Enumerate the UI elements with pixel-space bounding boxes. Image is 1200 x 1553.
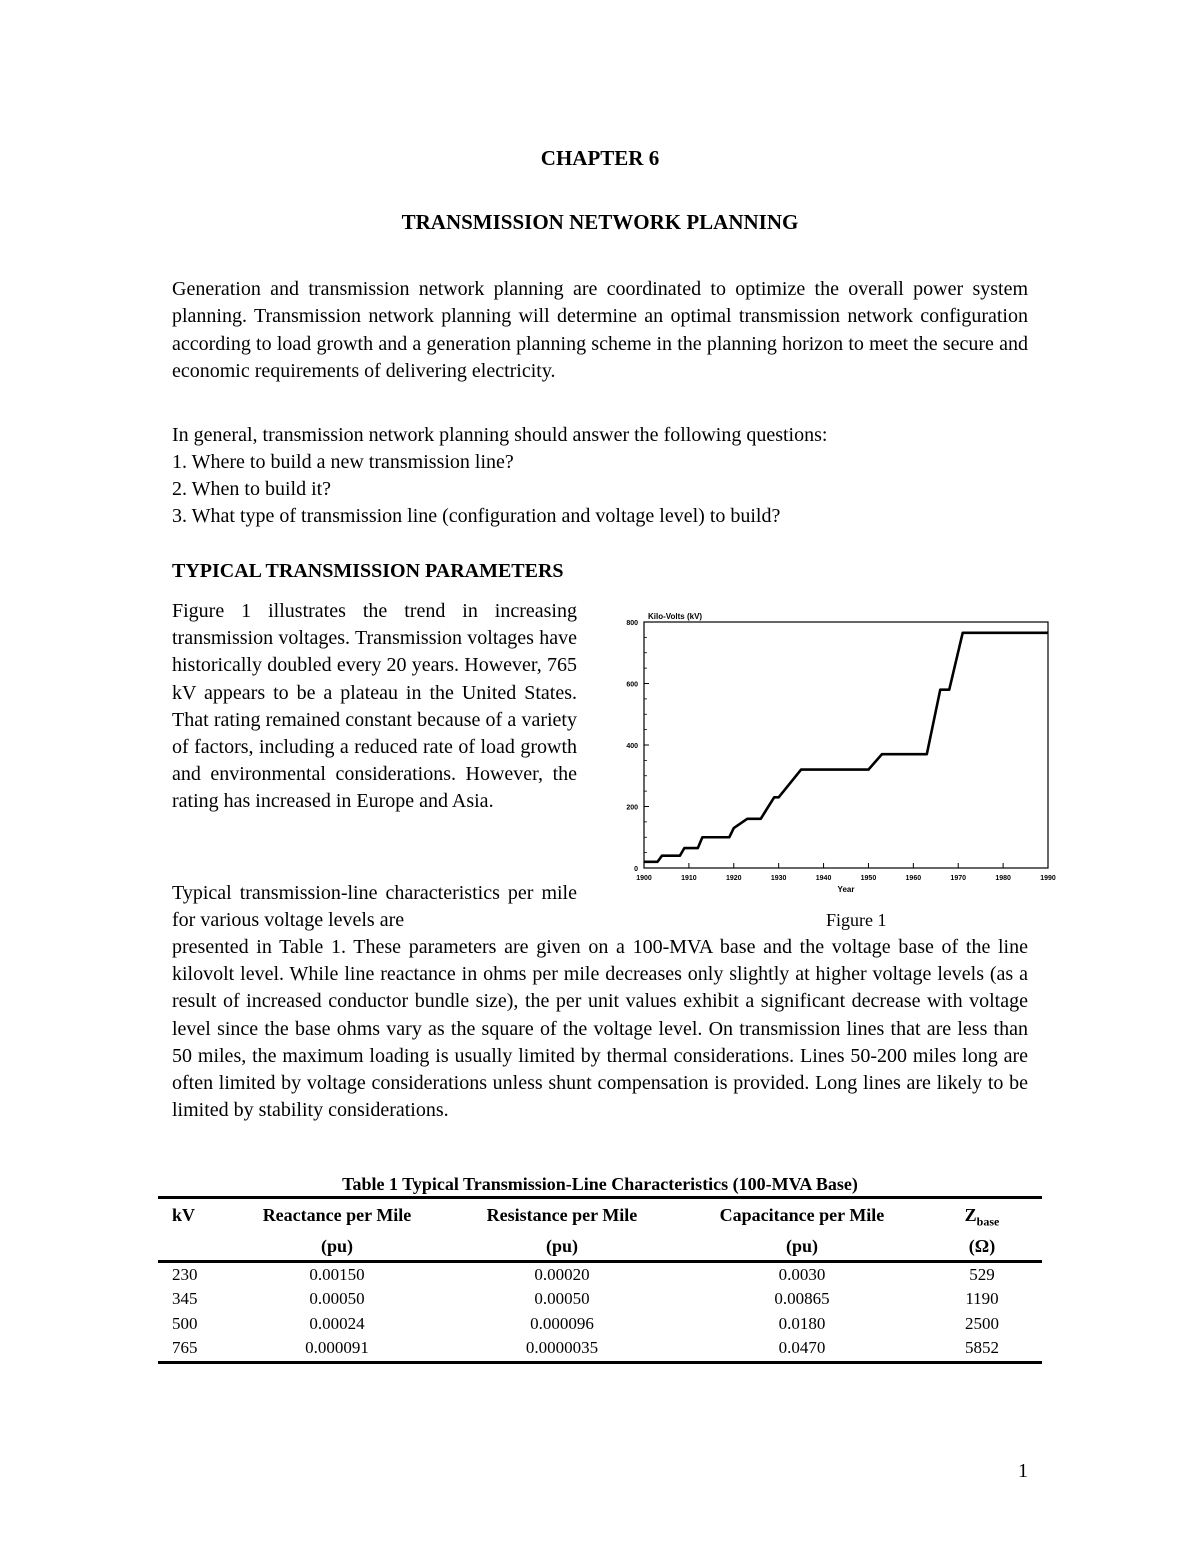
y-tick-label: 800 — [626, 620, 638, 627]
header-zbase-unit: (Ω) — [922, 1234, 1042, 1262]
header-zbase-sub: base — [976, 1214, 1000, 1229]
x-tick-label: 1940 — [815, 875, 832, 882]
cell-reactance: 0.00050 — [309, 1289, 365, 1309]
question-3: 3. What type of transmission line (configuration and voltage level) to build? — [172, 505, 781, 527]
cell-resistance: 0.0000035 — [442, 1336, 682, 1362]
x-tick-label: 1950 — [860, 875, 877, 882]
typical-text: Typical transmission-line characteristics per mile for various voltage levels are — [172, 882, 577, 932]
question-2: 2. When to build it? — [172, 478, 332, 500]
cell-capacitance: 0.0030 — [778, 1264, 826, 1284]
intro-text: Generation and transmission network planning are coordinated to optimize the overall power system planning. Transmission network planning will determine an optimal transmission network configuration according to load growth and a generation planning scheme in the planning horizon to meet the secure and economic requirements of delivering electricity. — [172, 278, 1028, 382]
y-tick-label: 0 — [634, 866, 638, 873]
x-tick-label: 1900 — [636, 875, 652, 882]
intro-paragraph — [172, 276, 1028, 385]
cell-reactance: 0.000091 — [232, 1336, 442, 1362]
question-1: 1. Where to build a new transmission line? — [172, 451, 514, 473]
x-tick-label: 1970 — [950, 875, 967, 882]
cell-resistance: 0.000096 — [530, 1313, 594, 1333]
header-resistance-unit: (pu) — [442, 1234, 682, 1262]
page-title: TRANSMISSION NETWORK PLANNING — [401, 210, 799, 234]
characteristics-table — [158, 1196, 1042, 1364]
x-tick-label: 1960 — [905, 875, 922, 882]
x-axis-label: Year — [837, 885, 855, 894]
x-tick-label: 1980 — [995, 875, 1011, 882]
cell-kv: 230 — [172, 1264, 198, 1284]
cell-capacitance: 0.0180 — [778, 1313, 826, 1333]
voltage-trend-chart — [600, 596, 1070, 906]
header-reactance-unit: (pu) — [232, 1234, 442, 1262]
header-kv-unit — [158, 1234, 232, 1262]
y-tick-label: 600 — [626, 681, 638, 689]
page-number: 1 — [1018, 1460, 1028, 1482]
figure-caption: Figure 1 — [826, 910, 887, 930]
table-caption: Table 1 Typical Transmission-Line Characteristics (100-MVA Base) — [342, 1174, 858, 1194]
table-header-row — [158, 1198, 1042, 1234]
figure-description: Figure 1 illustrates the trend in increasing transmission voltages. Transmission voltages have historically doubled every 20 years. However, 765 kV appears to be a plateau in the United States. That rating remained constant because of a variety of factors, including a reduced rate of load growth and environmental considerations. However, the rating has increased in Europe and Asia. — [172, 600, 577, 813]
chapter-label: CHAPTER 6 — [540, 146, 660, 170]
y-tick-label: 400 — [626, 743, 638, 750]
plot-frame — [644, 622, 1048, 868]
header-capacitance-unit: (pu) — [682, 1234, 922, 1262]
cell-resistance: 0.00050 — [534, 1289, 590, 1309]
cell-reactance: 0.00150 — [309, 1264, 365, 1284]
section-heading: TYPICAL TRANSMISSION PARAMETERS — [172, 560, 564, 582]
cell-zbase: 529 — [969, 1264, 995, 1284]
x-tick-label: 1920 — [725, 875, 742, 882]
cell-kv: 765 — [158, 1336, 232, 1362]
header-capacitance: Capacitance per Mile — [682, 1198, 922, 1234]
x-tick-label: 1910 — [681, 875, 697, 882]
table-description: presented in Table 1. These parameters are given on a 100-MVA base and the voltage base of the line kilovolt level. While line reactance in ohms per mile decreases only slightly at higher voltage levels (as a result of increased conductor bundle size), the per unit values exhibit a significant decrease with voltage level since the base ohms vary as the square of the voltage level. On transmission lines that are less than 50 miles, the maximum loading is usually limited by thermal considerations. Lines 50-200 miles long are often limited by voltage considerations unless shunt compensation is provided. Long lines are likely to be limited by stability considerations. — [172, 936, 1028, 1122]
table-row — [158, 1312, 1042, 1337]
y-tick-label: 200 — [626, 804, 638, 812]
header-kv: kV — [158, 1198, 232, 1234]
x-tick-label: 1930 — [770, 875, 787, 882]
table-row — [158, 1287, 1042, 1312]
series-line-0 — [644, 633, 1048, 862]
header-resistance: Resistance per Mile — [442, 1198, 682, 1234]
cell-resistance: 0.00020 — [534, 1264, 590, 1284]
header-reactance: Reactance per Mile — [232, 1198, 442, 1234]
cell-zbase: 5852 — [922, 1336, 1042, 1362]
header-zbase-symbol: Z — [964, 1205, 977, 1225]
questions-intro: In general, transmission network planning should answer the following questions: — [172, 424, 828, 446]
y-axis-label: Kilo-Volts (kV) — [648, 612, 703, 621]
table-row — [158, 1336, 1042, 1362]
cell-capacitance: 0.00865 — [774, 1289, 830, 1309]
x-tick-label: 1990 — [1040, 875, 1056, 882]
cell-kv: 345 — [172, 1289, 198, 1309]
cell-kv: 500 — [172, 1313, 198, 1333]
cell-zbase: 1190 — [965, 1289, 999, 1309]
cell-reactance: 0.00024 — [309, 1313, 365, 1333]
header-zbase — [922, 1198, 1042, 1234]
table-row — [158, 1261, 1042, 1287]
cell-zbase: 2500 — [965, 1313, 999, 1333]
cell-capacitance: 0.0470 — [682, 1336, 922, 1362]
table-header-units-row — [158, 1234, 1042, 1262]
